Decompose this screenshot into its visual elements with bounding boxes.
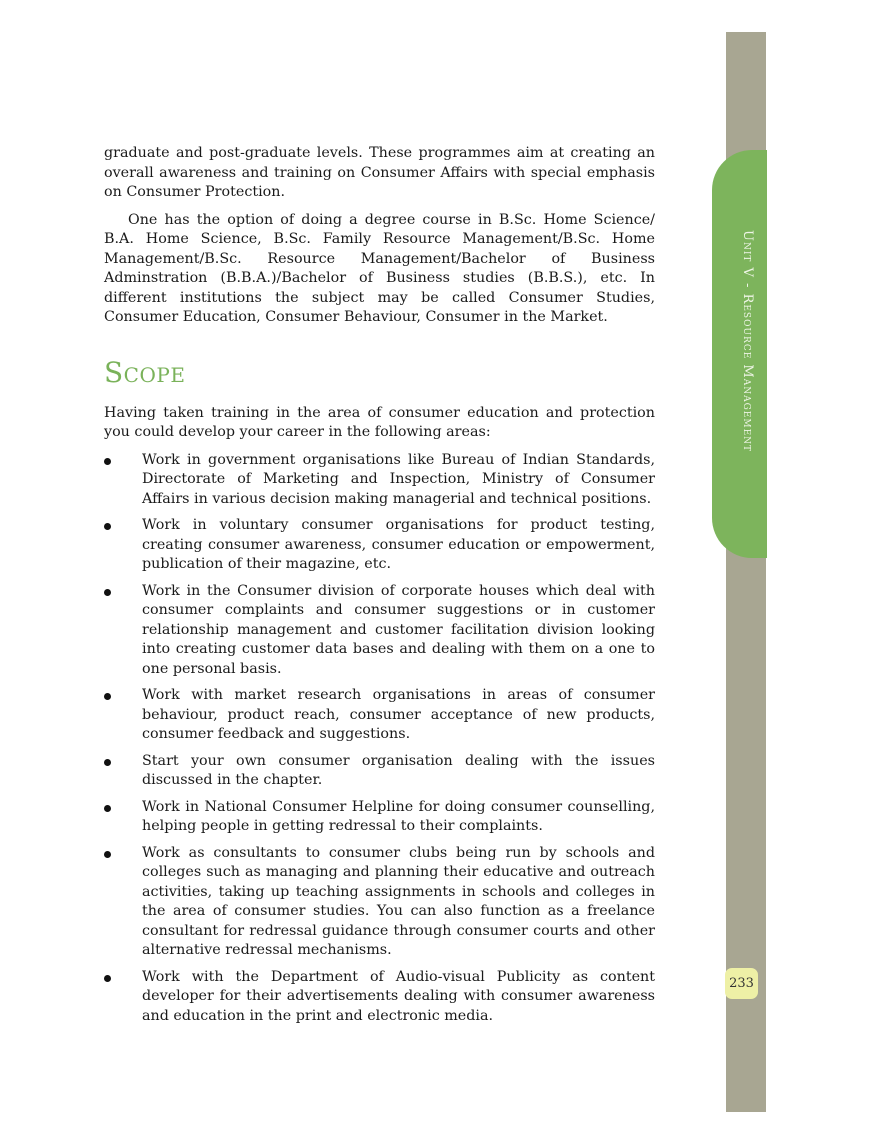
- bullet-icon: [104, 851, 111, 858]
- bullet-icon: [104, 693, 111, 700]
- list-item-text: Work with the Department of Audio-visual Publicity as content developer for their advertisements dealing with consumer awareness and education in the print and electronic media.: [142, 968, 655, 1024]
- list-item: [104, 686, 655, 745]
- list-item-text: Work with market research organisations in areas of consumer behaviour, product reach, consumer acceptance of new products, consumer feedback and suggestions.: [142, 687, 655, 742]
- list-item-text: Work in the Consumer division of corporate houses which deal with consumer complaints and consumer suggestions or in customer relationship management and customer facilitation division looking into creating customer data bases and dealing with them on a one to one personal basis.: [142, 582, 655, 677]
- paragraph-continued: graduate and post-graduate levels. These programmes aim at creating an overall awareness and training on Consumer Affairs with special emphasis on Consumer Protection.: [104, 145, 655, 200]
- list-item: [104, 582, 655, 680]
- list-item: [104, 968, 655, 1027]
- list-item-text: Work in National Consumer Helpline for doing consumer counselling, helping people in getting redressal to their complaints.: [142, 798, 655, 834]
- paragraph-degree-options: One has the option of doing a degree course in B.Sc. Home Science/ B.A. Home Science, B.Sc. Family Resource Management/B.Sc. Home Management/B.Sc. Resource Management/Bachelor of Business Adminstration (B.B.A.)/Bachelor of Business studies (B.B.S.), etc. In different institutions the subject may be called Consumer Studies, Consumer Education, Consumer Behaviour, Consumer in the Market.: [104, 211, 655, 325]
- page-number: 233: [725, 968, 758, 999]
- page-content: [104, 144, 655, 1033]
- list-item: [104, 798, 655, 837]
- list-item: [104, 844, 655, 961]
- list-item: [104, 752, 655, 791]
- scope-bullet-list: [104, 451, 655, 1027]
- list-item-text: Work as consultants to consumer clubs being run by schools and colleges such as managing and planning their educative and outreach activities, taking up teaching assignments in schools and colleges in the area of consumer studies. You can also function as a freelance consultant for redressal guidance through consumer courts and other alternative redressal mechanisms.: [142, 844, 655, 958]
- unit-tab-label: Unit V - Resource Management: [740, 230, 755, 453]
- list-item: [104, 451, 655, 510]
- list-item: [104, 516, 655, 575]
- list-item-text: Work in voluntary consumer organisations for product testing, creating consumer awareness, consumer education or empowerment, publication of their magazine, etc.: [142, 517, 655, 572]
- bullet-icon: [104, 523, 111, 530]
- section-heading-scope: Scope: [104, 355, 186, 389]
- bullet-icon: [104, 458, 111, 465]
- bullet-icon: [104, 805, 111, 812]
- list-item-text: Start your own consumer organisation dealing with the issues discussed in the chapter.: [142, 752, 655, 788]
- bullet-icon: [104, 975, 111, 982]
- scope-intro: Having taken training in the area of consumer education and protection you could develop your career in the following areas:: [104, 404, 655, 440]
- bullet-icon: [104, 759, 111, 766]
- bullet-icon: [104, 589, 111, 596]
- list-item-text: Work in government organisations like Bureau of Indian Standards, Directorate of Marketing and Inspection, Ministry of Consumer Affairs in various decision making managerial and technical positions.: [142, 451, 655, 507]
